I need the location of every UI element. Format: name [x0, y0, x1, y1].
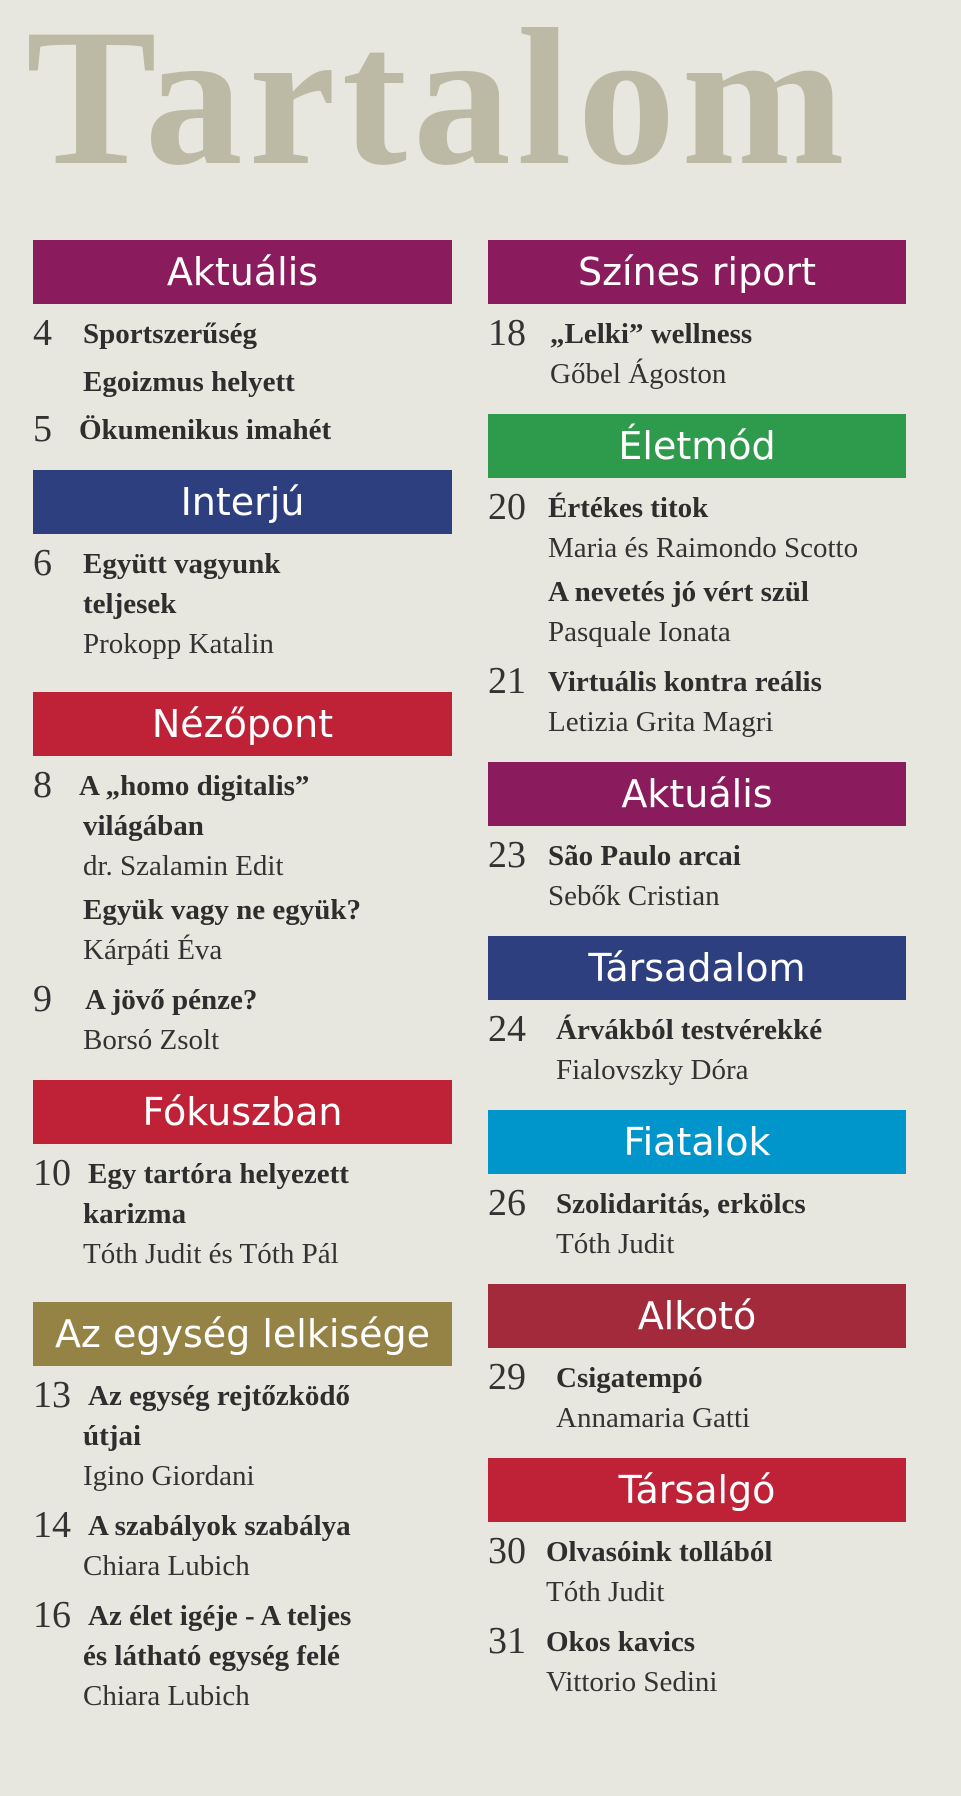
article-title: Ökumenikus imahét	[79, 414, 332, 446]
toc-entry[interactable]	[488, 660, 906, 742]
section-tarsadalom	[488, 936, 906, 1090]
toc-entry[interactable]	[488, 1356, 906, 1438]
article-author: Tóth Judit	[556, 1228, 675, 1260]
section-alkoto	[488, 1284, 906, 1438]
section-nezopont	[33, 692, 452, 1060]
article-title: Olvasóink tollából	[546, 1536, 773, 1568]
section-egyseg	[33, 1302, 452, 1716]
page-number: 20	[488, 486, 526, 528]
article-author: Pasquale Ionata	[548, 616, 731, 648]
page-number: 29	[488, 1356, 526, 1398]
page-number: 4	[33, 312, 52, 354]
article-title: Együk vagy ne együk?	[83, 894, 361, 926]
toc-entry[interactable]	[33, 978, 452, 1060]
right-column	[488, 240, 906, 1722]
section-header-alkoto: Alkotó	[488, 1284, 906, 1348]
toc-entry[interactable]	[33, 1152, 452, 1274]
toc-entry[interactable]	[33, 1504, 452, 1586]
section-interju	[33, 470, 452, 664]
section-header-fokuszban: Fókuszban	[33, 1080, 452, 1144]
article-author: Borsó Zsolt	[83, 1024, 220, 1056]
toc-entry[interactable]	[33, 408, 452, 450]
article-author: Maria és Raimondo Scotto	[548, 532, 859, 564]
article-author: Sebők Cristian	[548, 880, 720, 912]
article-title: Árvákból testvérekké	[556, 1014, 823, 1046]
toc-entry[interactable]	[33, 312, 452, 354]
toc-entry[interactable]	[33, 542, 452, 664]
section-header-eletmod: Életmód	[488, 414, 906, 478]
article-title-cont: világában	[83, 810, 204, 842]
article-author: Igino Giordani	[83, 1460, 255, 1492]
page-number: 6	[33, 542, 52, 584]
article-author: dr. Szalamin Edit	[83, 850, 284, 882]
article-author: Vittorio Sedini	[546, 1666, 718, 1698]
page-number: 13	[33, 1374, 71, 1416]
toc-entry[interactable]	[33, 888, 452, 970]
article-title: Az élet igéje - A teljes	[88, 1600, 352, 1632]
section-header-egyseg: Az egység lelkisége	[33, 1302, 452, 1366]
page-number: 21	[488, 660, 526, 702]
section-fokuszban	[33, 1080, 452, 1274]
page-number: 8	[33, 764, 52, 806]
toc-entry[interactable]	[33, 1374, 452, 1496]
section-header-interju: Interjú	[33, 470, 452, 534]
toc-entry[interactable]	[33, 360, 452, 402]
article-title: „Lelki” wellness	[550, 318, 753, 350]
toc-entry[interactable]	[33, 764, 452, 886]
toc-entry[interactable]	[488, 570, 906, 652]
article-author: Annamaria Gatti	[556, 1402, 751, 1434]
page-title: Tartalom	[26, 0, 851, 206]
article-title: Egy tartóra helyezett	[88, 1158, 349, 1190]
article-title: A jövő pénze?	[85, 984, 258, 1016]
toc-entry[interactable]	[488, 834, 906, 916]
section-aktualis-2	[488, 762, 906, 916]
article-title: Csigatempó	[556, 1362, 703, 1394]
article-author: Tóth Judit és Tóth Pál	[83, 1238, 339, 1270]
article-author: Letizia Grita Magri	[548, 706, 774, 738]
page-number: 30	[488, 1530, 526, 1572]
page-number: 9	[33, 978, 52, 1020]
page-number: 5	[33, 408, 52, 450]
page-number: 14	[33, 1504, 71, 1546]
section-header-fiatalok: Fiatalok	[488, 1110, 906, 1174]
article-title: Sportszerűség	[83, 318, 257, 350]
section-szines-riport	[488, 240, 906, 394]
article-title-cont: teljesek	[83, 588, 177, 620]
page-number: 24	[488, 1008, 526, 1050]
page-number: 16	[33, 1594, 71, 1636]
article-title-cont: karizma	[83, 1198, 187, 1230]
article-author: Kárpáti Éva	[83, 934, 223, 966]
section-eletmod	[488, 414, 906, 742]
section-tarsalgo	[488, 1458, 906, 1702]
section-header-aktualis: Aktuális	[33, 240, 452, 304]
article-author: Chiara Lubich	[83, 1550, 250, 1582]
section-aktualis	[33, 240, 452, 450]
article-title: Együtt vagyunk	[83, 548, 281, 580]
article-title: Virtuális kontra reális	[548, 666, 822, 698]
article-title: A nevetés jó vért szül	[548, 576, 809, 608]
article-title: Szolidaritás, erkölcs	[556, 1188, 806, 1220]
article-author: Chiara Lubich	[83, 1680, 250, 1712]
article-title: Okos kavics	[546, 1626, 696, 1658]
article-author: Tóth Judit	[546, 1576, 665, 1608]
section-header-nezopont: Nézőpont	[33, 692, 452, 756]
article-title: Az egység rejtőzködő	[88, 1380, 351, 1412]
page-number: 26	[488, 1182, 526, 1224]
toc-entry[interactable]	[488, 312, 906, 394]
article-author: Prokopp Katalin	[83, 628, 274, 660]
article-title-cont: és látható egység felé	[83, 1640, 340, 1672]
section-header-szines-riport: Színes riport	[488, 240, 906, 304]
toc-entry[interactable]	[488, 1182, 906, 1264]
section-fiatalok	[488, 1110, 906, 1264]
left-column	[33, 240, 452, 1736]
page-number: 18	[488, 312, 526, 354]
toc-entry[interactable]	[488, 1008, 906, 1090]
article-title: A „homo digitalis”	[79, 770, 310, 802]
page-number: 31	[488, 1620, 526, 1662]
article-title: Egoizmus helyett	[83, 366, 295, 398]
page-number: 10	[33, 1152, 71, 1194]
article-author: Fialovszky Dóra	[556, 1054, 749, 1086]
toc-entry[interactable]	[488, 1530, 906, 1612]
article-title: A szabályok szabálya	[88, 1510, 351, 1542]
section-header-aktualis-2: Aktuális	[488, 762, 906, 826]
article-title: Értékes titok	[548, 492, 709, 524]
section-header-tarsalgo: Társalgó	[488, 1458, 906, 1522]
toc-entry[interactable]	[33, 1594, 452, 1716]
article-title-cont: útjai	[83, 1420, 141, 1452]
toc-entry[interactable]	[488, 1620, 906, 1702]
article-title: São Paulo arcai	[548, 840, 741, 872]
section-header-tarsadalom: Társadalom	[488, 936, 906, 1000]
page-number: 23	[488, 834, 526, 876]
toc-entry[interactable]	[488, 486, 906, 568]
article-author: Gőbel Ágoston	[550, 358, 727, 390]
